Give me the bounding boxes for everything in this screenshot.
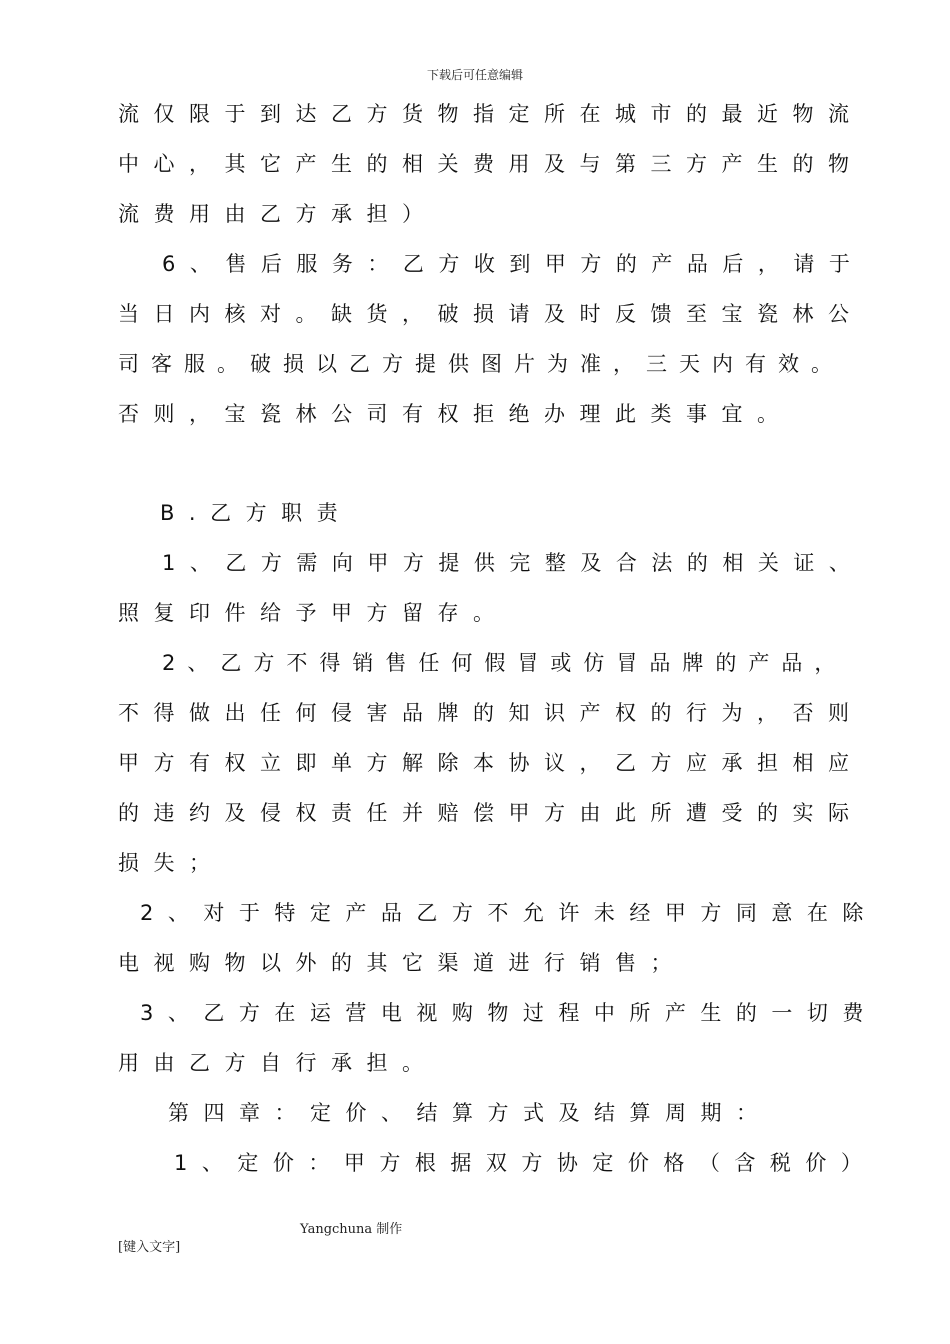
body-line: 1、乙方需向甲方提供完整及合法的相关证、 [162,551,865,575]
body-line: 6、售后服务：乙方收到甲方的产品后，请于 [162,252,865,276]
body-line: 流费用由乙方承担） [118,202,438,226]
body-line: 的违约及侵权责任并赔偿甲方由此所遭受的实际 [118,801,864,825]
body-line: 电视购物以外的其它渠道进行销售； [118,951,686,975]
body-line: 损失； [118,851,225,875]
body-line: 不得做出任何侵害品牌的知识产权的行为，否则 [118,701,864,725]
body-line: 2、乙方不得销售任何假冒或仿冒品牌的产品， [162,651,848,675]
body-line: 司客服。破损以乙方提供图片为准，三天内有效。 [118,352,844,376]
body-line: 1、定价：甲方根据双方协定价格（含税价） [174,1151,877,1175]
body-line: 3、乙方在运营电视购物过程中所产生的一切费 [140,1001,878,1025]
body-line: 用由乙方自行承担。 [118,1051,438,1075]
footer-author: Yangchuna 制作 [300,1222,403,1237]
body-line: 甲方有权立即单方解除本协议，乙方应承担相应 [118,751,864,775]
footer-placeholder: [键入文字] [118,1240,181,1255]
body-line: 流仅限于到达乙方货物指定所在城市的最近物流 [118,102,864,126]
section-heading: B.乙方职责 [160,501,353,525]
page-header: 下载后可任意编辑 [426,68,523,82]
body-line: 照复印件给予甲方留存。 [118,601,509,625]
body-line: 中心，其它产生的相关费用及与第三方产生的物 [118,152,864,176]
chapter-heading: 第四章：定价、结算方式及结算周期： [168,1101,772,1125]
body-line: 否则，宝瓷林公司有权拒绝办理此类事宜。 [118,402,793,426]
body-line: 当日内核对。缺货，破损请及时反馈至宝瓷林公 [118,302,864,326]
body-line: 2、对于特定产品乙方不允许未经甲方同意在除 [140,901,878,925]
